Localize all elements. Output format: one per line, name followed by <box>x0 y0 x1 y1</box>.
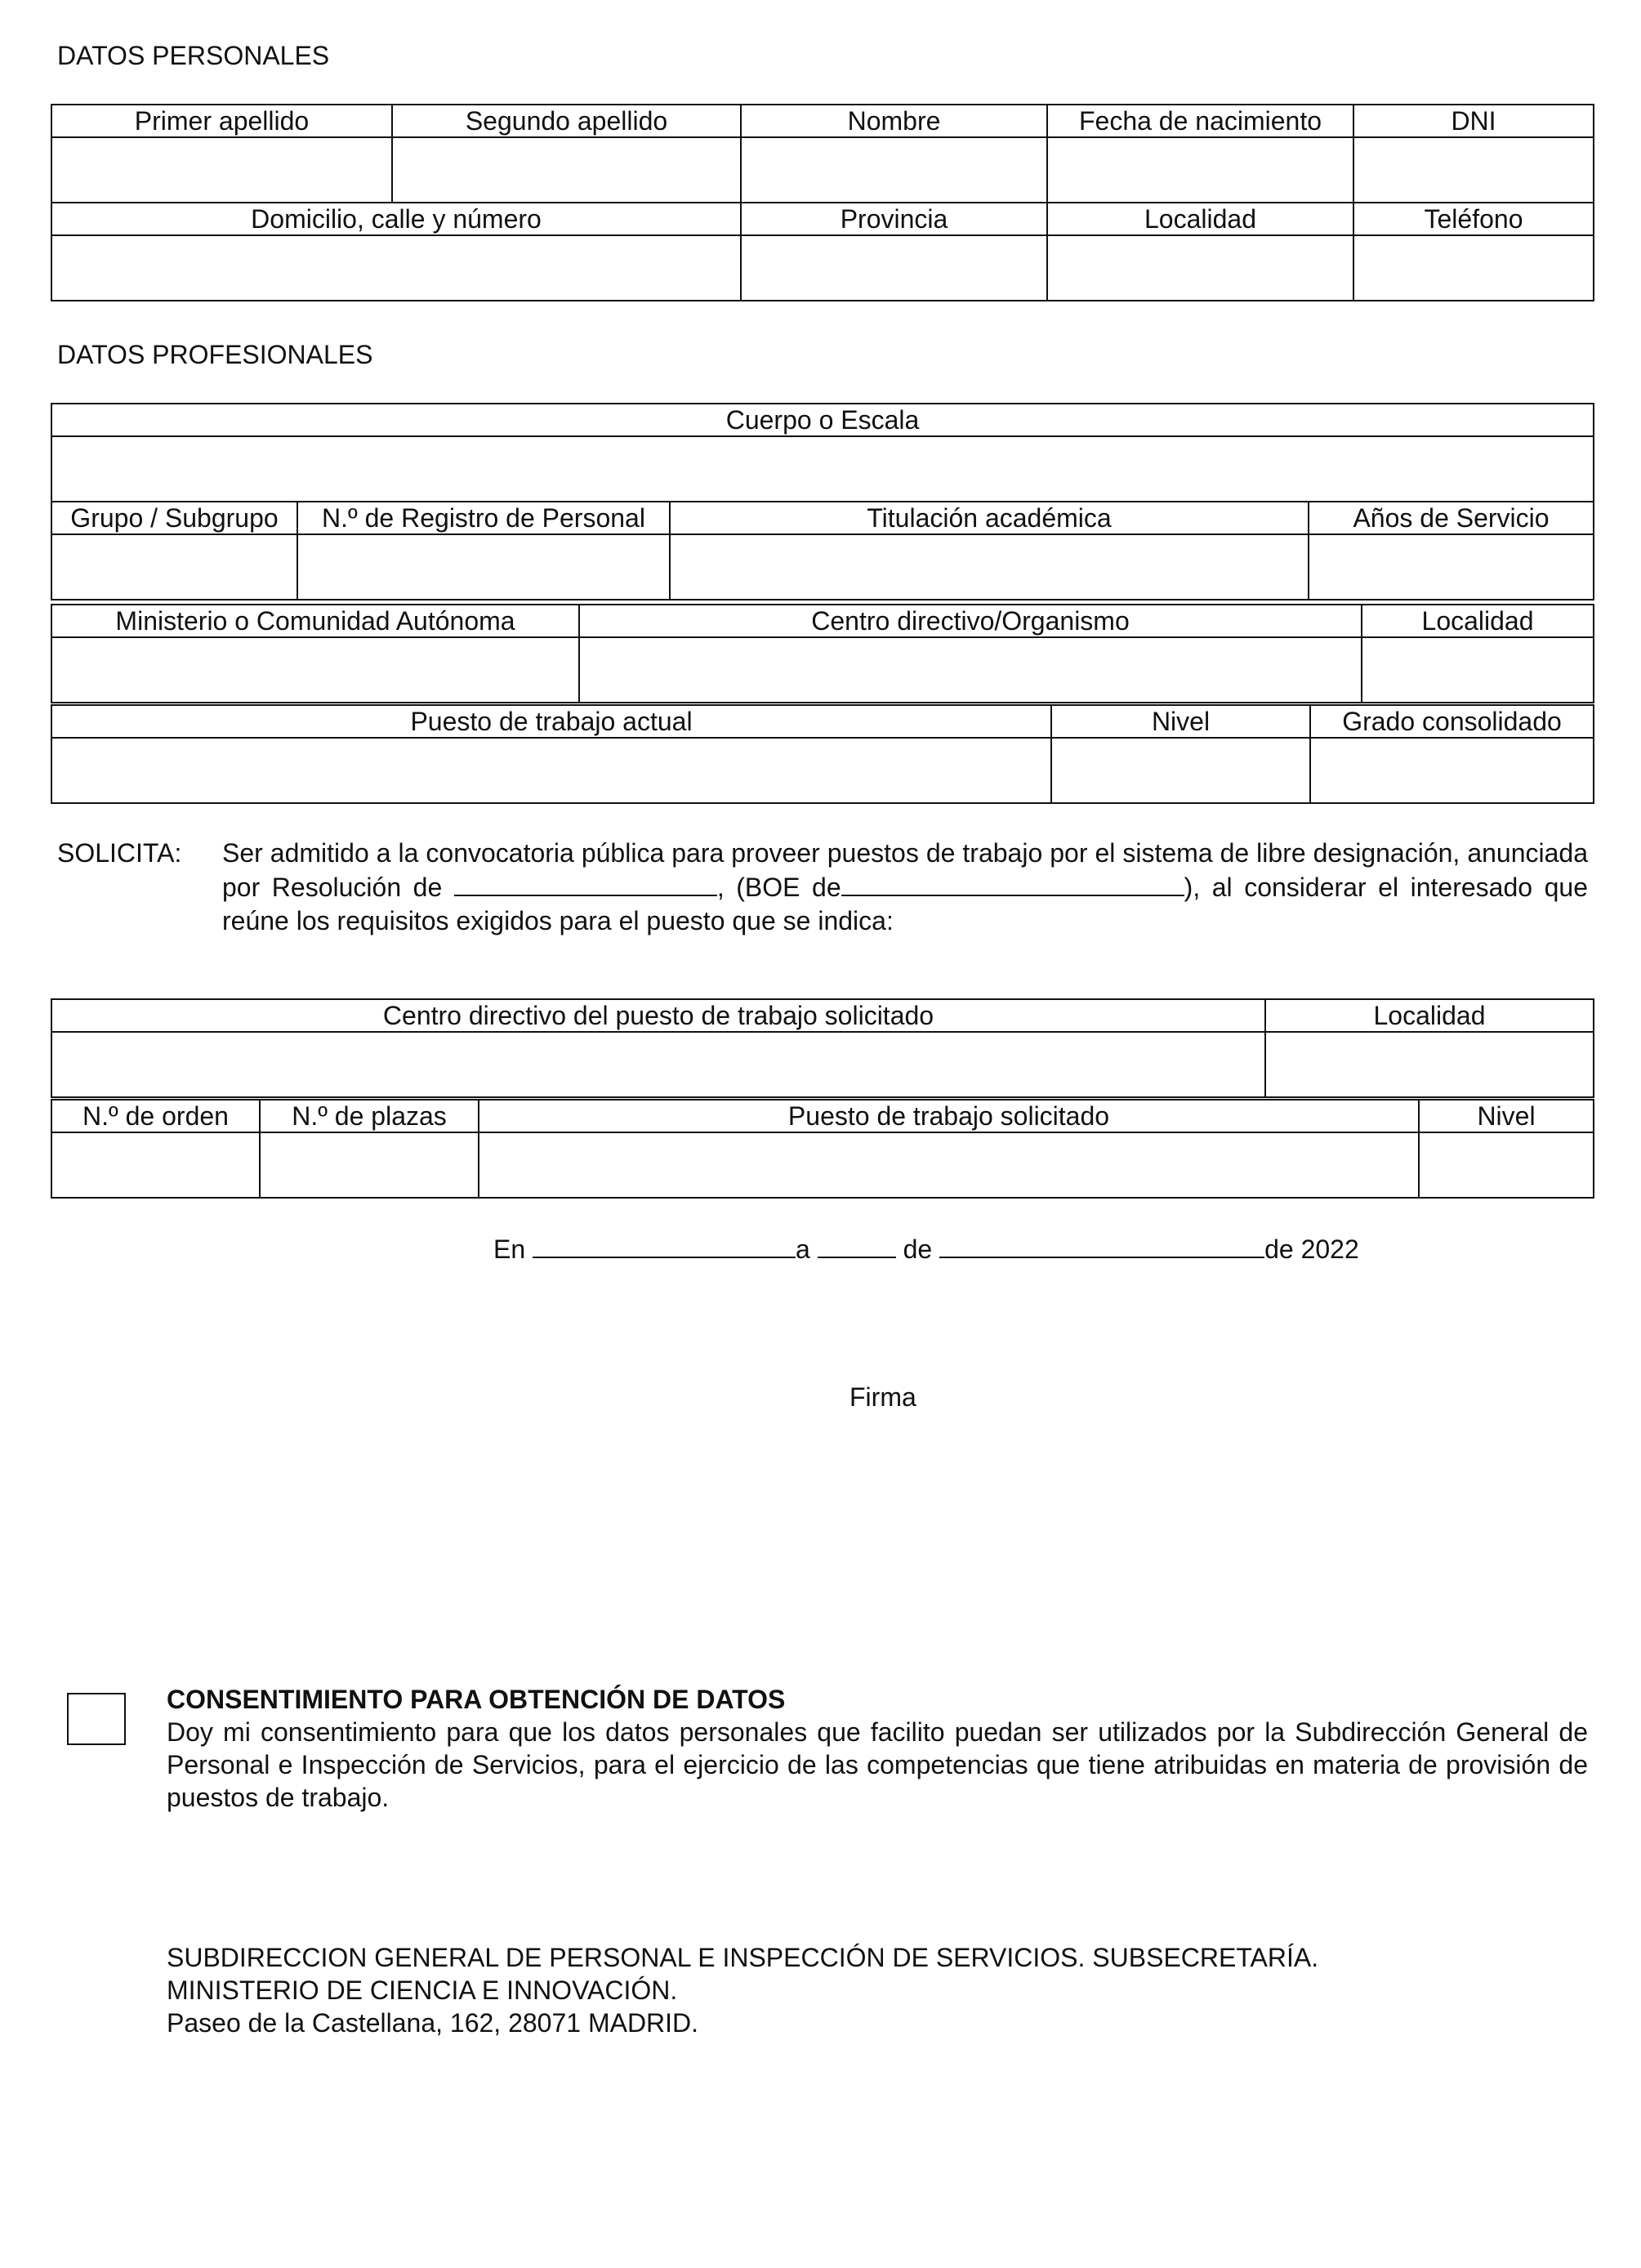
field-telefono[interactable] <box>1353 235 1594 301</box>
header-localidad: Localidad <box>1047 203 1353 235</box>
header-primer-apellido: Primer apellido <box>51 105 392 137</box>
field-fecha-nacimiento[interactable] <box>1047 137 1353 203</box>
consent-checkbox[interactable] <box>67 1693 126 1745</box>
field-dni[interactable] <box>1353 137 1594 203</box>
header-segundo-apellido: Segundo apellido <box>392 105 741 137</box>
header-anos-servicio: Años de Servicio <box>1309 502 1594 534</box>
section-heading-professional: DATOS PROFESIONALES <box>57 340 373 369</box>
consent-body: Doy mi consentimiento para que los datos personales que facilito puedan ser utilizados por la Subdirección General de Personal e Inspección de Servicios, para el ejercicio de las competencias que tiene atribuidas en materia de provisión de puestos de trabajo. <box>167 1717 1588 1812</box>
solicita-label: SOLICITA: <box>57 838 182 868</box>
date-year-label: de 2022 <box>1264 1234 1359 1264</box>
header-fecha-nacimiento: Fecha de nacimiento <box>1047 105 1353 137</box>
resolucion-blank[interactable] <box>454 870 717 896</box>
firma-label: Firma <box>849 1382 916 1412</box>
header-centro-solicitado: Centro directivo del puesto de trabajo solicitado <box>51 999 1265 1032</box>
header-puesto-actual: Puesto de trabajo actual <box>51 705 1051 738</box>
consent-block <box>167 1683 1588 1814</box>
professional-table-3 <box>51 704 1594 804</box>
field-num-plazas[interactable] <box>260 1132 479 1198</box>
header-ministerio: Ministerio o Comunidad Autónoma <box>51 605 579 637</box>
boe-blank[interactable] <box>841 870 1184 896</box>
header-centro-directivo: Centro directivo/Organismo <box>579 605 1362 637</box>
address-line-3: Paseo de la Castellana, 162, 28071 MADRID. <box>167 2008 699 2038</box>
date-month-blank[interactable] <box>939 1232 1264 1258</box>
header-num-plazas: N.º de plazas <box>260 1100 479 1132</box>
header-puesto-solicitado: Puesto de trabajo solicitado <box>479 1100 1419 1132</box>
solicita-text-part3: ), al considerar el interesado que reúne los requisitos exigidos para el puesto que se indica: <box>222 873 1589 935</box>
personal-data-table <box>51 104 1594 301</box>
header-nivel-solicitado: Nivel <box>1419 1100 1594 1132</box>
header-localidad-prof: Localidad <box>1362 605 1594 637</box>
solicita-text-part2: , (BOE de <box>716 873 841 902</box>
field-domicilio[interactable] <box>51 235 741 301</box>
address-line-2: MINISTERIO DE CIENCIA E INNOVACIÓN. <box>167 1976 678 2005</box>
header-dni: DNI <box>1353 105 1594 137</box>
solicita-text <box>222 837 1588 938</box>
field-registro-personal[interactable] <box>297 534 670 600</box>
field-localidad-solicitado[interactable] <box>1265 1032 1594 1097</box>
field-grado-consolidado[interactable] <box>1310 738 1594 803</box>
professional-table-2 <box>51 604 1594 703</box>
consent-title: CONSENTIMIENTO PARA OBTENCIÓN DE DATOS <box>167 1685 786 1714</box>
field-puesto-solicitado[interactable] <box>479 1132 1419 1198</box>
requested-table-2 <box>51 1099 1594 1199</box>
field-ministerio[interactable] <box>51 637 579 703</box>
field-primer-apellido[interactable] <box>51 137 392 203</box>
header-localidad-solicitado: Localidad <box>1265 999 1594 1032</box>
header-provincia: Provincia <box>741 203 1047 235</box>
field-cuerpo-escala[interactable] <box>51 436 1594 502</box>
professional-table-1 <box>51 403 1594 600</box>
date-de-label: de <box>895 1234 940 1264</box>
header-grado-consolidado: Grado consolidado <box>1310 705 1594 738</box>
header-grupo-subgrupo: Grupo / Subgrupo <box>51 502 297 534</box>
header-nivel: Nivel <box>1051 705 1310 738</box>
field-segundo-apellido[interactable] <box>392 137 741 203</box>
date-a-label: a <box>796 1234 818 1264</box>
date-place-blank[interactable] <box>533 1232 796 1258</box>
solicita-text-part1: Ser admitido a la convocatoria pública para proveer puestos de trabajo por el sistema de libre designación, anunciada por Resolución de <box>222 838 1588 902</box>
field-num-orden[interactable] <box>51 1132 260 1198</box>
field-centro-solicitado[interactable] <box>51 1032 1265 1097</box>
date-line <box>493 1232 1359 1265</box>
field-nivel-solicitado[interactable] <box>1419 1132 1594 1198</box>
date-en-label: En <box>493 1234 533 1264</box>
field-nombre[interactable] <box>741 137 1047 203</box>
header-titulacion: Titulación académica <box>670 502 1309 534</box>
field-localidad[interactable] <box>1047 235 1353 301</box>
section-heading-personal: DATOS PERSONALES <box>57 41 330 70</box>
field-centro-directivo[interactable] <box>579 637 1362 703</box>
requested-table-1 <box>51 998 1594 1098</box>
field-titulacion[interactable] <box>670 534 1309 600</box>
header-domicilio: Domicilio, calle y número <box>51 203 741 235</box>
address-line-1: SUBDIRECCION GENERAL DE PERSONAL E INSPECCIÓN DE SERVICIOS. SUBSECRETARÍA. <box>167 1943 1319 1972</box>
field-grupo-subgrupo[interactable] <box>51 534 297 600</box>
header-nombre: Nombre <box>741 105 1047 137</box>
field-puesto-actual[interactable] <box>51 738 1051 803</box>
field-localidad-prof[interactable] <box>1362 637 1594 703</box>
field-provincia[interactable] <box>741 235 1047 301</box>
field-nivel[interactable] <box>1051 738 1310 803</box>
date-day-blank[interactable] <box>818 1232 896 1258</box>
header-cuerpo-escala: Cuerpo o Escala <box>51 404 1594 436</box>
field-anos-servicio[interactable] <box>1309 534 1594 600</box>
header-telefono: Teléfono <box>1353 203 1594 235</box>
header-num-orden: N.º de orden <box>51 1100 260 1132</box>
address-block <box>167 1941 1318 2039</box>
header-registro-personal: N.º de Registro de Personal <box>297 502 670 534</box>
